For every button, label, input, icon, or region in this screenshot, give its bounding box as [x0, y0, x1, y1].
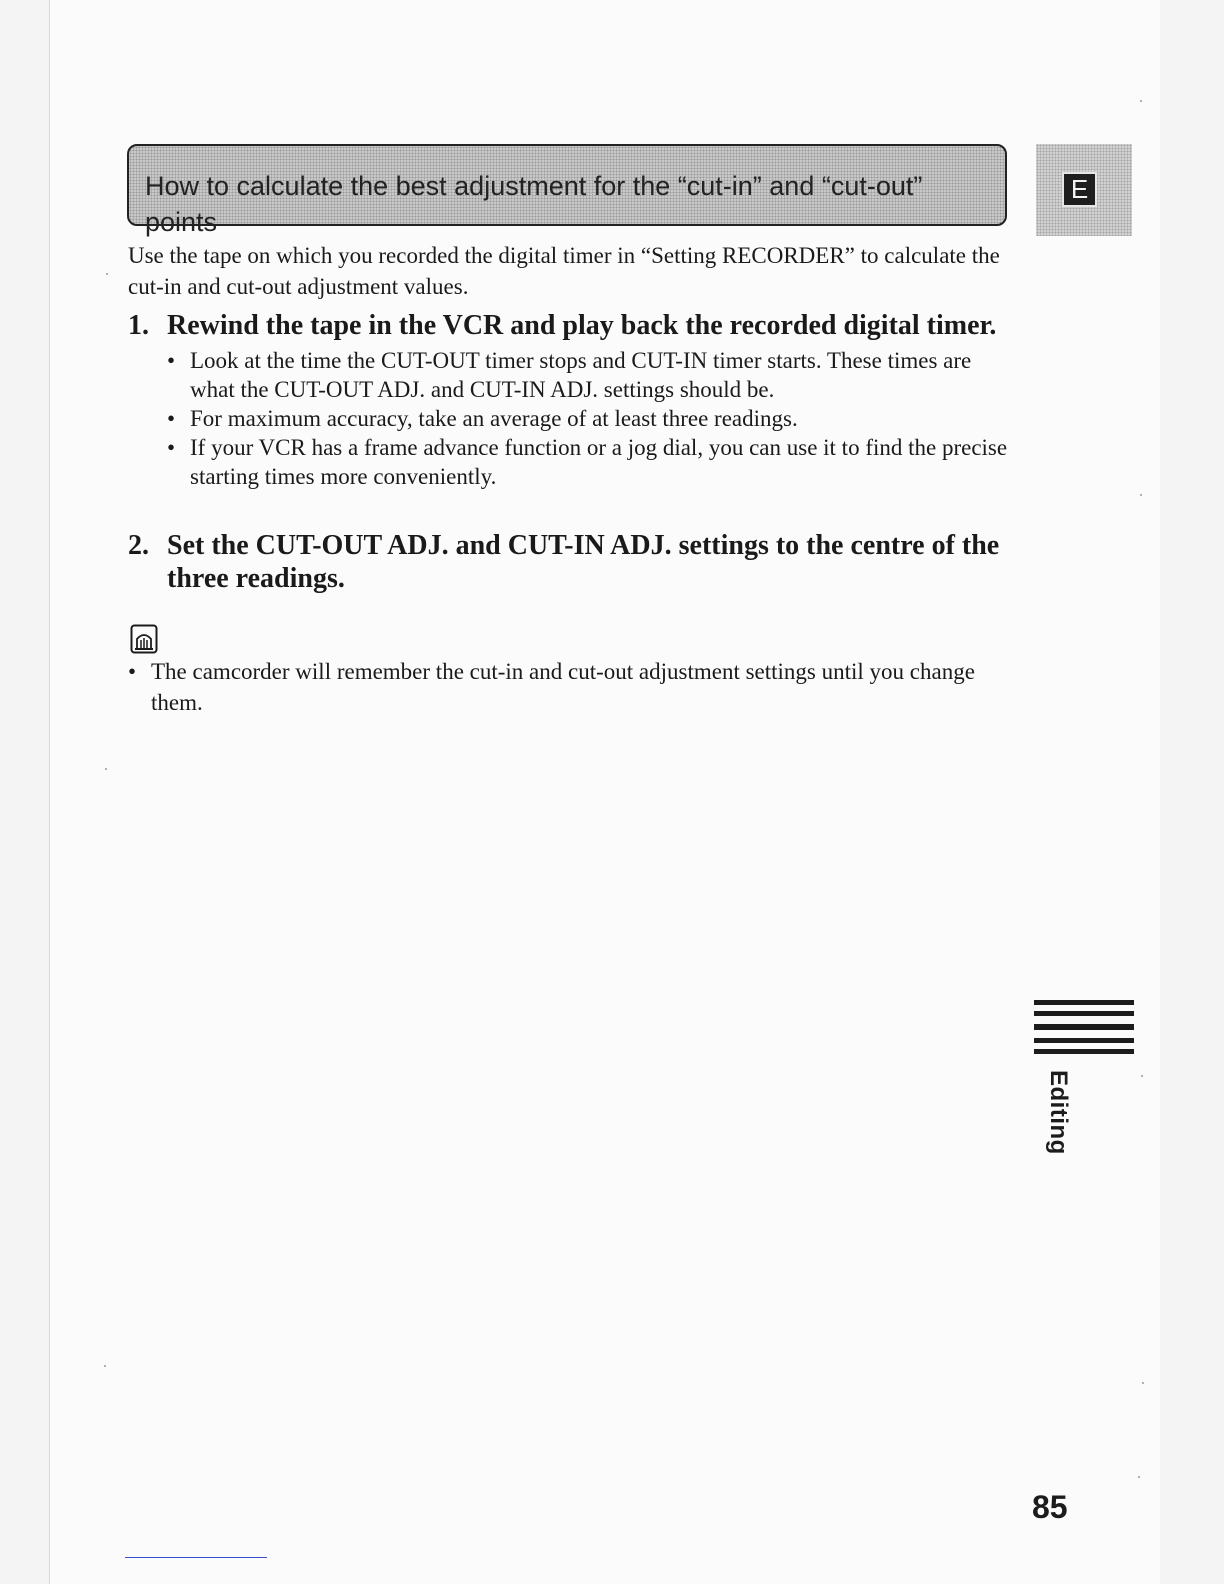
scan-speck	[1141, 1075, 1143, 1077]
bullet-text: If your VCR has a frame advance function or a jog dial, you can use it to find the precise starting times more conveniently.	[190, 435, 1008, 489]
marker-bar	[1034, 1000, 1134, 1005]
marker-bar	[1034, 1011, 1134, 1016]
bullet-icon: •	[167, 435, 176, 460]
note-item	[128, 656, 1008, 718]
step-1-bullet-3	[167, 433, 1018, 491]
bullet-icon: •	[128, 659, 137, 684]
step-1-bullet-1	[167, 346, 1018, 404]
bullet-text: Look at the time the CUT-OUT timer stops and CUT-IN timer starts. These times are what the CUT-OUT ADJ. and CUT-IN ADJ. settings should be.	[190, 348, 972, 402]
section-side-label: Editing	[1045, 1070, 1072, 1155]
scan-speck	[1140, 494, 1142, 496]
step-2	[128, 529, 1018, 595]
bullet-text: For maximum accuracy, take an average of at least three readings.	[190, 406, 798, 431]
step-1-bullet-2	[167, 404, 1018, 433]
marker-bar	[1034, 1024, 1134, 1030]
scan-speck	[1142, 1382, 1144, 1384]
step-1-bullets	[128, 346, 1018, 491]
intro-paragraph: Use the tape on which you recorded the digital timer in “Setting RECORDER” to calculate the cut-in and cut-out adjustment values.	[128, 243, 1000, 299]
scan-speck	[1138, 1476, 1140, 1478]
step-2-number: 2.	[128, 530, 149, 561]
marker-bar	[1034, 1038, 1134, 1043]
bottom-rule	[125, 1557, 267, 1558]
step-2-title	[128, 529, 1018, 595]
step-1-title-text: Rewind the tape in the VCR and play back the recorded digital timer.	[167, 310, 997, 341]
section-heading-box	[127, 144, 1007, 238]
note-text: The camcorder will remember the cut-in and cut-out adjustment settings until you change them.	[151, 659, 975, 715]
page-number: 85	[1032, 1489, 1068, 1525]
scan-speck	[104, 1365, 106, 1367]
bullet-icon: •	[167, 348, 176, 373]
marker-bar	[1034, 1049, 1134, 1054]
section-marker-bars	[1034, 1000, 1134, 1056]
step-1-number: 1.	[128, 310, 149, 341]
scan-speck	[106, 273, 108, 275]
scan-speck	[105, 768, 107, 770]
memory-note-icon	[130, 624, 158, 654]
note-list	[128, 656, 1008, 718]
step-2-title-text: Set the CUT-OUT ADJ. and CUT-IN ADJ. settings to the centre of the three readings.	[167, 530, 1000, 594]
step-1-title	[128, 309, 1018, 342]
bullet-icon: •	[167, 406, 176, 431]
page-edge	[49, 0, 50, 1584]
step-1	[128, 309, 1018, 491]
section-heading: How to calculate the best adjustment for the “cut-in” and “cut-out” points	[145, 171, 923, 238]
language-tab-letter: E	[1062, 172, 1097, 207]
scan-speck	[1140, 100, 1142, 102]
